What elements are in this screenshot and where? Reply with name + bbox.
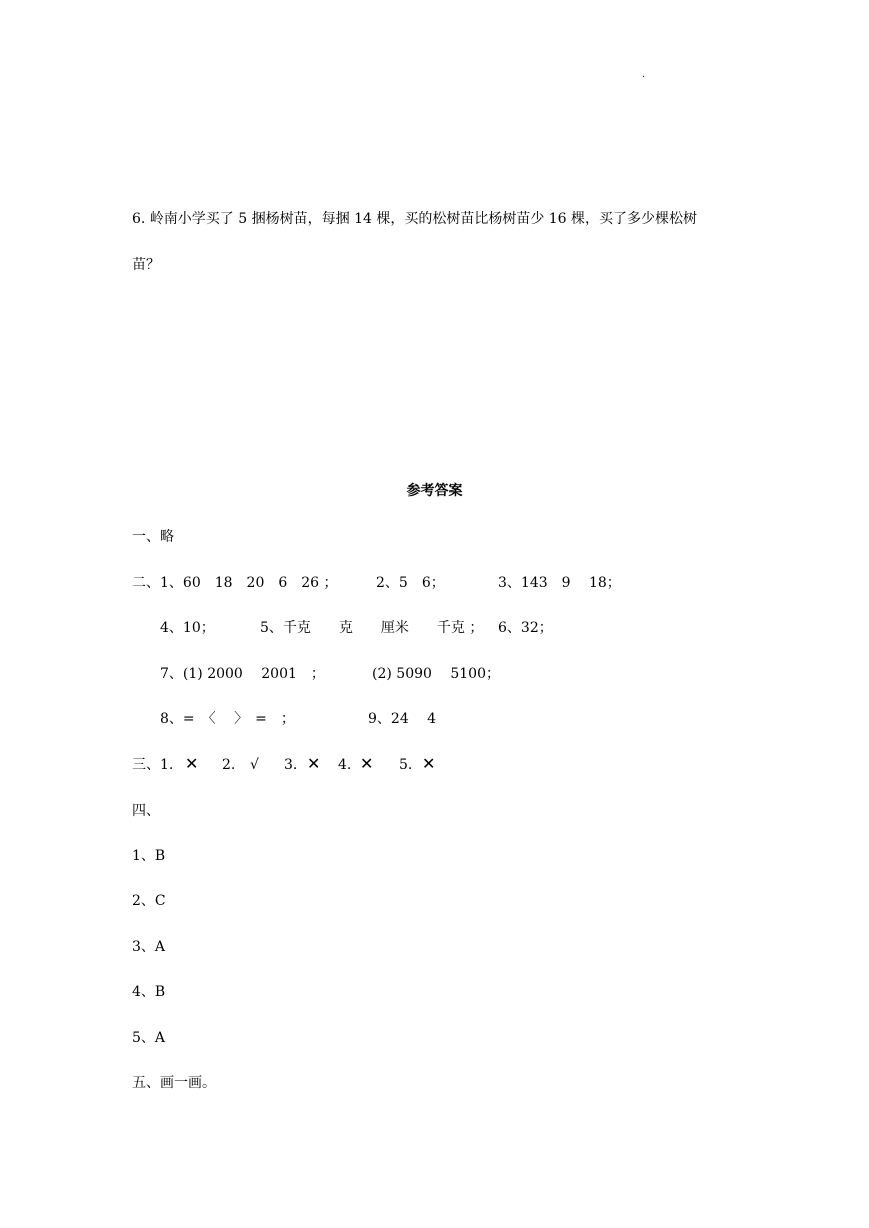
answer-part-2-row-2 — [0, 621, 869, 639]
answer-3-1-number: 1. — [160, 757, 174, 773]
answer-2-4: 4、10； — [160, 620, 215, 636]
answer-part-3 — [0, 754, 869, 778]
answer-part-2-row-3 — [0, 667, 869, 685]
answer-part-4-heading: 四、 — [132, 803, 160, 819]
answer-part-1: 一、略 — [132, 529, 174, 545]
answer-3-5-number: 5. — [399, 757, 413, 773]
answer-4-5: 5、A — [132, 1030, 166, 1046]
answer-part-2-row-1 — [0, 576, 869, 594]
answer-2-8: 8、= 〈 〉 = ； — [160, 711, 295, 727]
answer-3-4-number: 4. — [338, 757, 352, 773]
answer-2-1: 二、1、60 18 20 6 26 ； — [132, 575, 338, 591]
cross-mark-icon: ✕ — [422, 754, 436, 773]
answer-4-2: 2、C — [132, 893, 166, 909]
question-6-line-1: 6. 岭南小学买了 5 捆杨树苗，每捆 14 棵，买的松树苗比杨树苗少 16 棵，买了多少棵松树 — [132, 211, 698, 227]
answer-4-1: 1、B — [132, 848, 166, 864]
answer-2-5: 5、千克 克 厘米 千克 ； — [260, 620, 484, 636]
check-mark-icon: √ — [250, 757, 259, 773]
answer-2-2: 2、5 6； — [376, 575, 445, 591]
question-6-line-2: 苗？ — [132, 257, 160, 273]
cross-mark-icon: ✕ — [185, 754, 199, 773]
answer-2-9: 9、24 4 — [368, 711, 437, 727]
answer-2-7-2: (2) 5090 5100； — [372, 666, 500, 682]
answer-3-3-number: 3. — [284, 757, 298, 773]
answers-title: 参考答案 — [406, 483, 463, 499]
cross-mark-icon: ✕ — [307, 754, 321, 773]
answer-part-2-row-4 — [0, 712, 869, 730]
page-dot: . — [642, 69, 646, 80]
cross-mark-icon: ✕ — [360, 754, 374, 773]
answer-2-3: 3、143 9 18； — [498, 575, 621, 591]
answer-part-5: 五、画一画。 — [132, 1075, 216, 1091]
answer-4-4: 4、B — [132, 984, 166, 1000]
answer-4-3: 3、A — [132, 939, 166, 955]
answer-2-6: 6、32； — [498, 620, 553, 636]
answer-3-2-number: 2. — [222, 757, 236, 773]
answer-2-7-1: 7、(1) 2000 2001 ； — [160, 666, 325, 682]
answer-part-3-prefix: 三、 — [132, 757, 160, 773]
